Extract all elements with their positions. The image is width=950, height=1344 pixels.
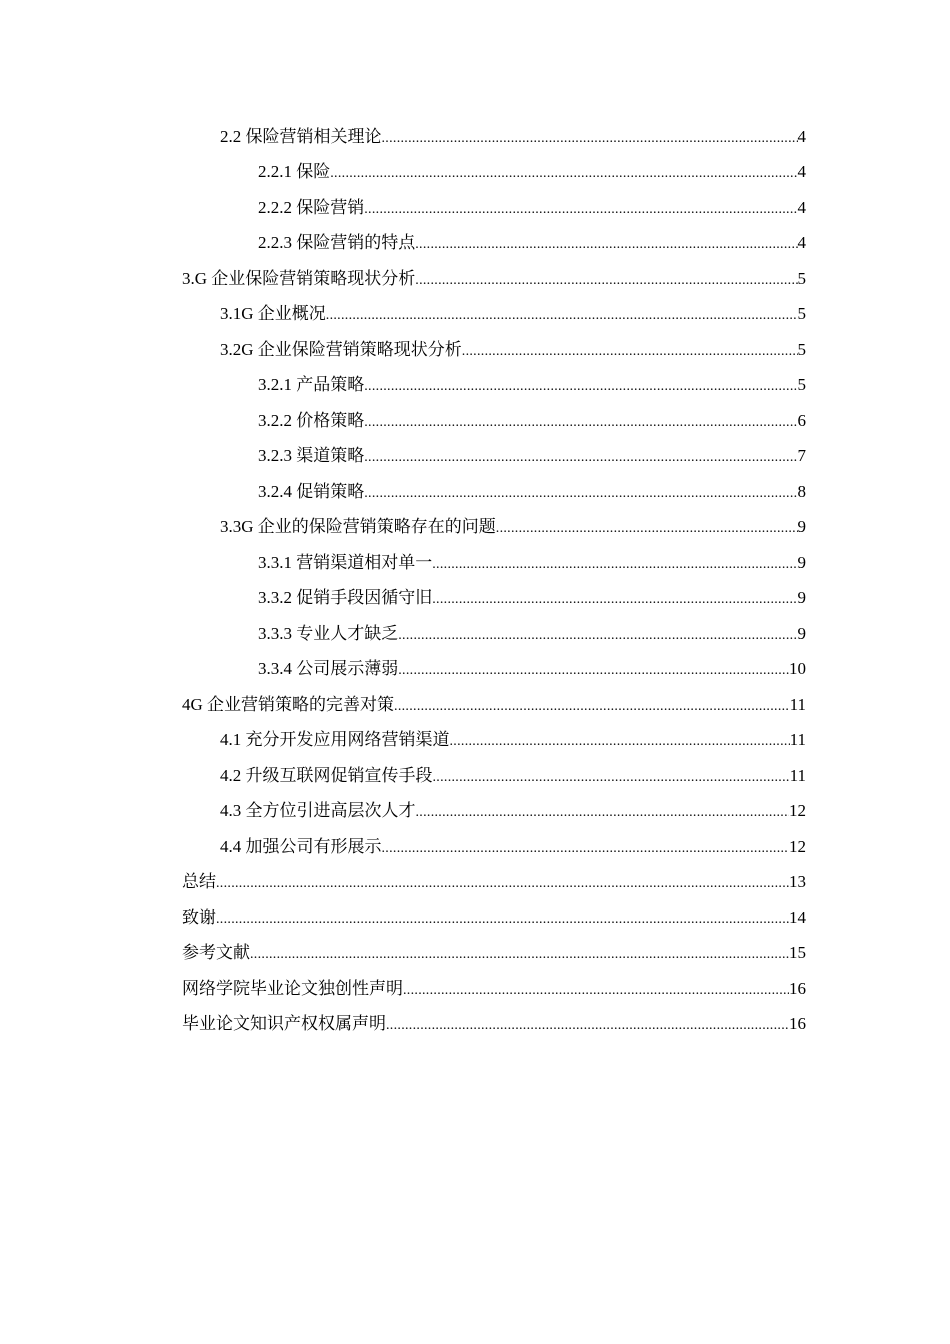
toc-entry-title: 2.2.1 保险 — [258, 162, 331, 182]
toc-entry-page-number: 13 — [789, 872, 806, 892]
toc-entry-page-number: 16 — [789, 978, 806, 998]
toc-entry[interactable] — [0, 687, 950, 723]
toc-entry-page-number: 12 — [789, 801, 806, 821]
toc-entry-title: 3.2.2 价格策略 — [258, 410, 365, 430]
dot-leader — [394, 695, 790, 715]
toc-entry-title: 4.2 升级互联网促销宣传手段 — [220, 765, 433, 785]
toc-entry-page-number: 4 — [797, 197, 806, 217]
toc-entry-page-number: 4 — [797, 233, 806, 253]
dot-leader — [216, 908, 789, 928]
toc-entry-page-number: 4 — [797, 162, 806, 182]
toc-entry-title: 3.3.1 营销渠道相对单一 — [258, 552, 433, 572]
toc-entry[interactable] — [0, 119, 950, 155]
toc-entry-page-number: 11 — [789, 730, 806, 750]
toc-entry-page-number: 11 — [789, 694, 806, 714]
toc-entry-page-number: 14 — [789, 907, 806, 927]
toc-entry-line — [220, 127, 806, 147]
toc-entry-line — [182, 943, 806, 963]
dot-leader — [496, 517, 798, 537]
toc-entry-title: 2.2.2 保险营销 — [258, 197, 365, 217]
dot-leader — [415, 269, 797, 289]
dot-leader — [398, 659, 789, 679]
toc-entry-title: 参考文献 — [182, 943, 250, 963]
toc-entry-line — [258, 446, 806, 466]
dot-leader — [364, 411, 797, 431]
toc-entry-title: 2.2 保险营销相关理论 — [220, 126, 382, 146]
toc-entry-title: 3.3.2 促销手段因循守旧 — [258, 588, 433, 608]
toc-entry-title: 致谢 — [182, 907, 216, 927]
dot-leader — [416, 801, 790, 821]
dot-leader — [326, 304, 798, 324]
toc-entry[interactable] — [0, 865, 950, 901]
dot-leader — [432, 588, 797, 608]
toc-entry-page-number: 5 — [797, 375, 806, 395]
dot-leader — [382, 837, 790, 857]
toc-entry-page-number: 9 — [797, 552, 806, 572]
toc-entry[interactable] — [0, 723, 950, 759]
dot-leader — [415, 233, 797, 253]
toc-entry-line — [258, 233, 806, 253]
dot-leader — [398, 624, 797, 644]
toc-entry[interactable] — [0, 332, 950, 368]
toc-entry-title: 网络学院毕业论文独创性声明 — [182, 978, 403, 998]
toc-entry[interactable] — [0, 155, 950, 191]
toc-entry-line — [220, 801, 806, 821]
toc-entry-line — [182, 908, 806, 928]
dot-leader — [382, 127, 798, 147]
toc-entry-page-number: 5 — [797, 339, 806, 359]
toc-entry-line — [220, 340, 806, 360]
toc-entry[interactable] — [0, 971, 950, 1007]
dot-leader — [330, 162, 797, 182]
toc-entry-title: 3.3.4 公司展示薄弱 — [258, 659, 399, 679]
toc-entry-page-number: 11 — [789, 765, 806, 785]
toc-entry-line — [258, 162, 806, 182]
dot-leader — [216, 872, 789, 892]
toc-entry-page-number: 8 — [797, 481, 806, 501]
toc-entry-page-number: 10 — [789, 659, 806, 679]
toc-entry-page-number: 9 — [797, 623, 806, 643]
table-of-contents — [0, 119, 950, 1042]
toc-entry-title: 4.4 加强公司有形展示 — [220, 836, 382, 856]
toc-entry-line — [220, 517, 806, 537]
toc-entry[interactable] — [0, 403, 950, 439]
toc-entry-title: 3.G 企业保险营销策略现状分析 — [182, 268, 416, 288]
toc-entry-line — [258, 553, 806, 573]
toc-entry-page-number: 16 — [789, 1014, 806, 1034]
dot-leader — [250, 943, 789, 963]
toc-entry[interactable] — [0, 439, 950, 475]
toc-entry[interactable] — [0, 900, 950, 936]
toc-entry[interactable] — [0, 474, 950, 510]
toc-entry-line — [258, 659, 806, 679]
toc-entry-title: 3.2G 企业保险营销策略现状分析 — [220, 339, 462, 359]
toc-entry[interactable] — [0, 510, 950, 546]
dot-leader — [462, 340, 798, 360]
toc-entry-page-number: 6 — [797, 410, 806, 430]
toc-entry-page-number: 9 — [797, 517, 806, 537]
dot-leader — [364, 482, 797, 502]
toc-entry-title: 4.1 充分开发应用网络营销渠道 — [220, 730, 450, 750]
toc-entry-title: 3.3.3 专业人才缺乏 — [258, 623, 399, 643]
dot-leader — [450, 730, 790, 750]
toc-entry-title: 3.1G 企业概况 — [220, 304, 326, 324]
toc-entry-page-number: 5 — [797, 304, 806, 324]
toc-entry-page-number: 12 — [789, 836, 806, 856]
toc-entry-title: 2.2.3 保险营销的特点 — [258, 233, 416, 253]
toc-entry-title: 3.2.1 产品策略 — [258, 375, 365, 395]
toc-entry[interactable] — [0, 1007, 950, 1043]
toc-entry-title: 4.3 全方位引进高层次人才 — [220, 801, 416, 821]
toc-entry-page-number: 15 — [789, 943, 806, 963]
toc-entry[interactable] — [0, 545, 950, 581]
dot-leader — [364, 198, 797, 218]
toc-entry-line — [258, 375, 806, 395]
dot-leader — [386, 1014, 789, 1034]
toc-entry-line — [258, 624, 806, 644]
dot-leader — [433, 766, 790, 786]
toc-entry[interactable] — [0, 226, 950, 262]
dot-leader — [403, 979, 789, 999]
dot-leader — [432, 553, 797, 573]
toc-entry-line — [220, 730, 806, 750]
toc-entry-title: 3.3G 企业的保险营销策略存在的问题 — [220, 517, 496, 537]
toc-entry-line — [220, 837, 806, 857]
toc-entry[interactable] — [0, 190, 950, 226]
toc-entry-title: 总结 — [182, 872, 216, 892]
toc-entry-page-number: 9 — [797, 588, 806, 608]
toc-entry-line — [182, 269, 806, 289]
toc-entry-line — [220, 304, 806, 324]
toc-entry-line — [182, 695, 806, 715]
dot-leader — [364, 446, 797, 466]
toc-entry-title: 4G 企业营销策略的完善对策 — [182, 694, 395, 714]
toc-entry-line — [220, 766, 806, 786]
toc-entry[interactable] — [0, 652, 950, 688]
toc-entry-line — [182, 872, 806, 892]
toc-entry-line — [258, 588, 806, 608]
toc-entry[interactable] — [0, 936, 950, 972]
toc-entry-page-number: 7 — [797, 446, 806, 466]
toc-entry-page-number: 4 — [797, 126, 806, 146]
toc-entry[interactable] — [0, 758, 950, 794]
toc-entry[interactable] — [0, 261, 950, 297]
toc-entry-title: 3.2.3 渠道策略 — [258, 446, 365, 466]
toc-entry[interactable] — [0, 368, 950, 404]
dot-leader — [364, 375, 797, 395]
toc-entry-line — [182, 979, 806, 999]
toc-entry[interactable] — [0, 829, 950, 865]
toc-entry[interactable] — [0, 297, 950, 333]
toc-entry-line — [258, 411, 806, 431]
toc-entry-line — [258, 198, 806, 218]
toc-entry-line — [182, 1014, 806, 1034]
toc-entry-line — [258, 482, 806, 502]
toc-entry-page-number: 5 — [797, 268, 806, 288]
toc-entry-title: 3.2.4 促销策略 — [258, 481, 365, 501]
toc-entry[interactable] — [0, 616, 950, 652]
toc-entry[interactable] — [0, 581, 950, 617]
toc-entry[interactable] — [0, 794, 950, 830]
toc-entry-title: 毕业论文知识产权权属声明 — [182, 1014, 386, 1034]
